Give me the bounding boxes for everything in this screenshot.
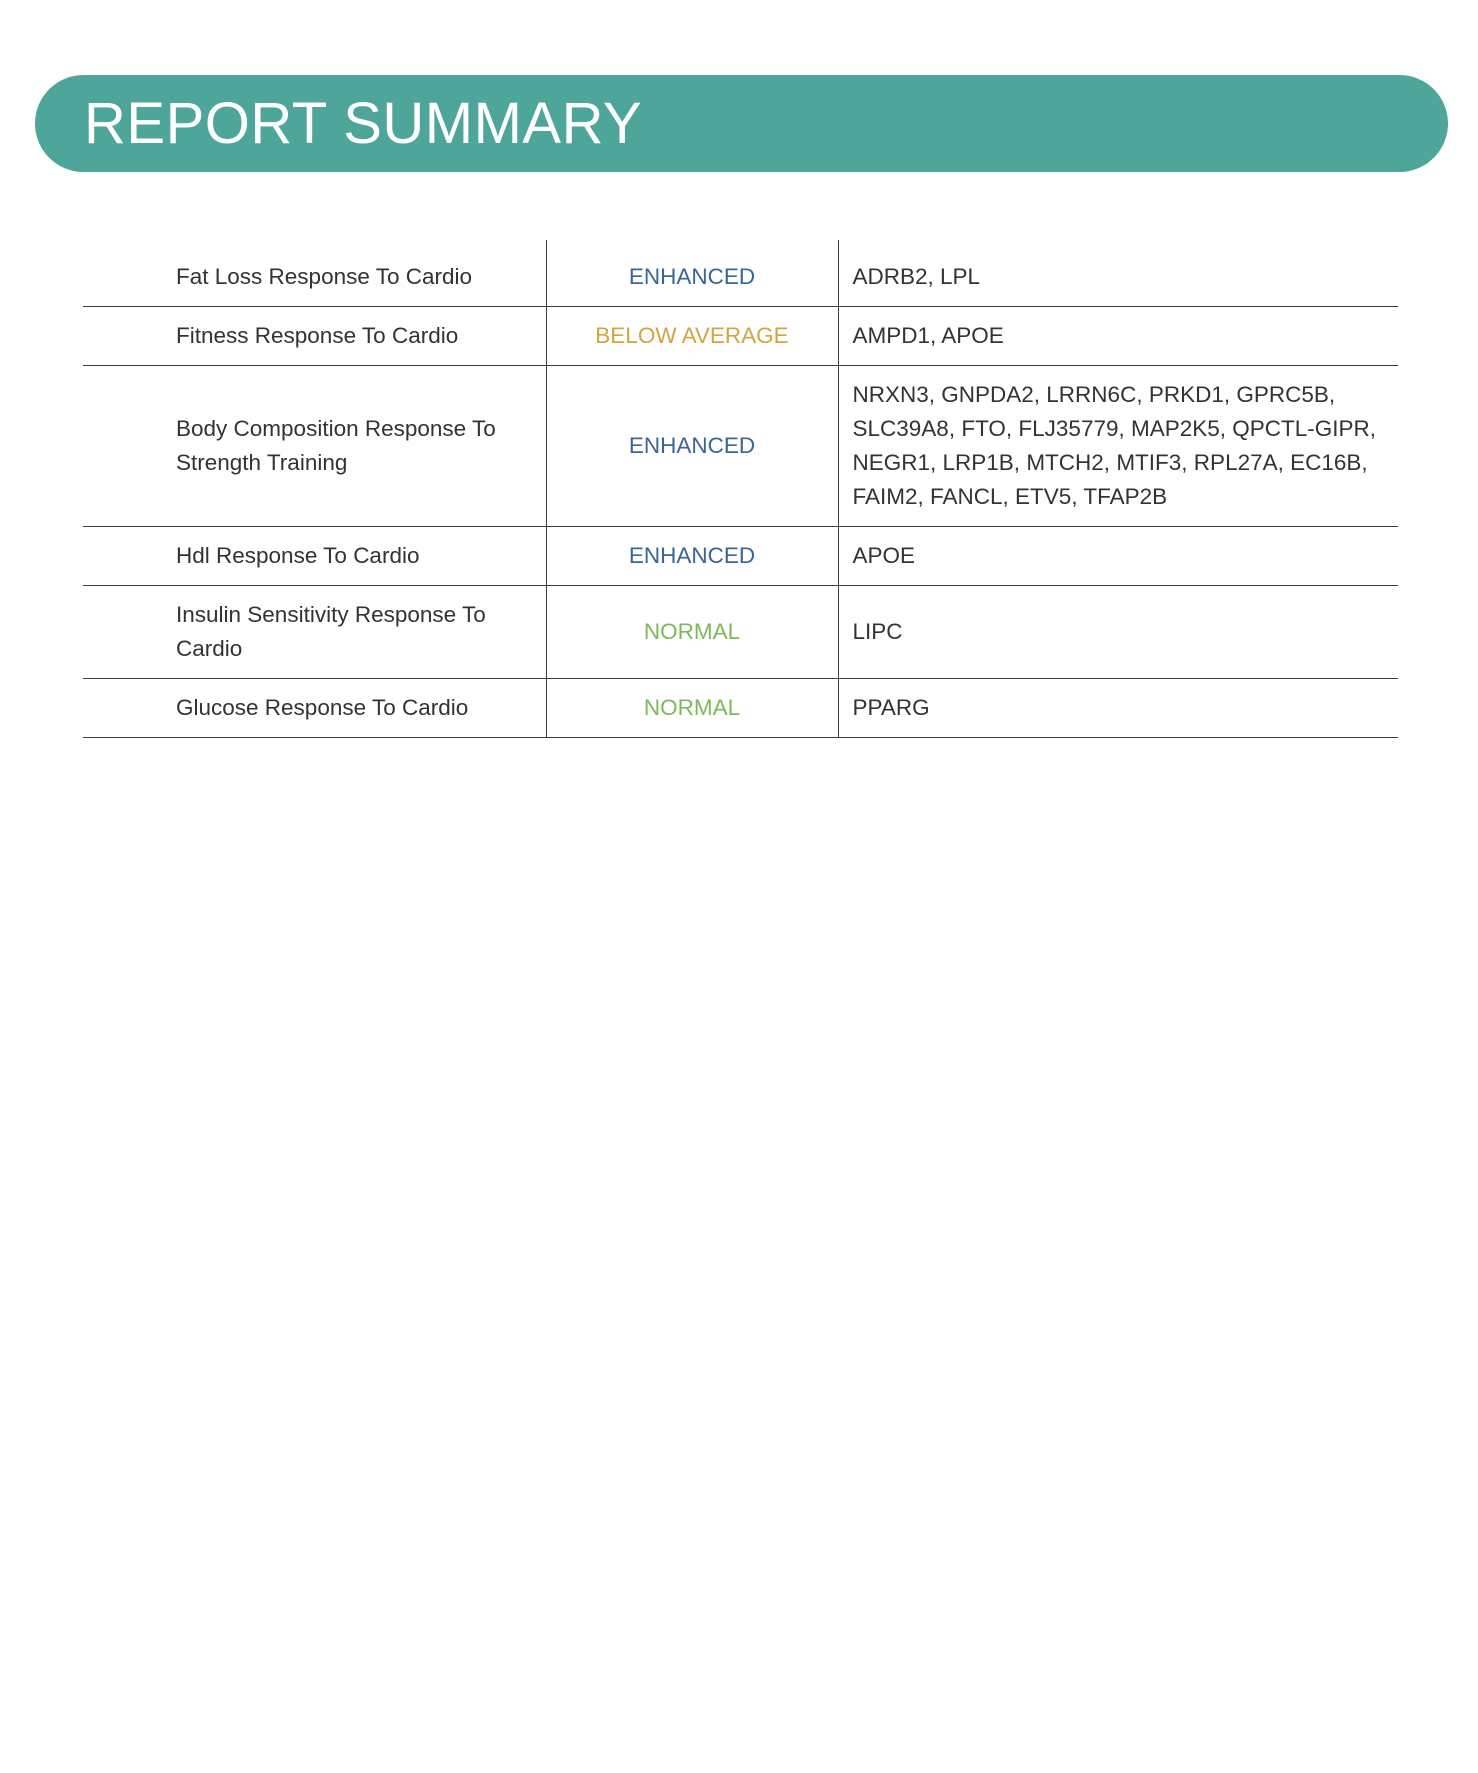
trait-cell: Body Composition Response To Strength Training [83, 366, 546, 527]
table-row [83, 307, 1398, 366]
result-cell: NORMAL [546, 679, 838, 738]
genes-cell: AMPD1, APOE [838, 307, 1398, 366]
report-summary-banner [35, 75, 1448, 172]
table-row [83, 527, 1398, 586]
result-cell: ENHANCED [546, 366, 838, 527]
table-row [83, 240, 1398, 307]
trait-cell: Fitness Response To Cardio [83, 307, 546, 366]
trait-cell: Hdl Response To Cardio [83, 527, 546, 586]
genes-cell: LIPC [838, 586, 1398, 679]
genes-cell: ADRB2, LPL [838, 240, 1398, 307]
trait-cell: Insulin Sensitivity Response To Cardio [83, 586, 546, 679]
table-row [83, 366, 1398, 527]
table-row [83, 586, 1398, 679]
summary-table [83, 240, 1398, 738]
genes-cell: APOE [838, 527, 1398, 586]
genes-cell: PPARG [838, 679, 1398, 738]
trait-cell: Glucose Response To Cardio [83, 679, 546, 738]
page-title: REPORT SUMMARY [84, 91, 643, 156]
result-cell: NORMAL [546, 586, 838, 679]
result-cell: ENHANCED [546, 240, 838, 307]
result-cell: BELOW AVERAGE [546, 307, 838, 366]
table-row [83, 679, 1398, 738]
result-cell: ENHANCED [546, 527, 838, 586]
trait-cell: Fat Loss Response To Cardio [83, 240, 546, 307]
genes-cell: NRXN3, GNPDA2, LRRN6C, PRKD1, GPRC5B, SLC39A8, FTO, FLJ35779, MAP2K5, QPCTL-GIPR, NEGR1, LRP1B, MTCH2, MTIF3, RPL27A, EC16B, FAIM2, FANCL, ETV5, TFAP2B [838, 366, 1398, 527]
